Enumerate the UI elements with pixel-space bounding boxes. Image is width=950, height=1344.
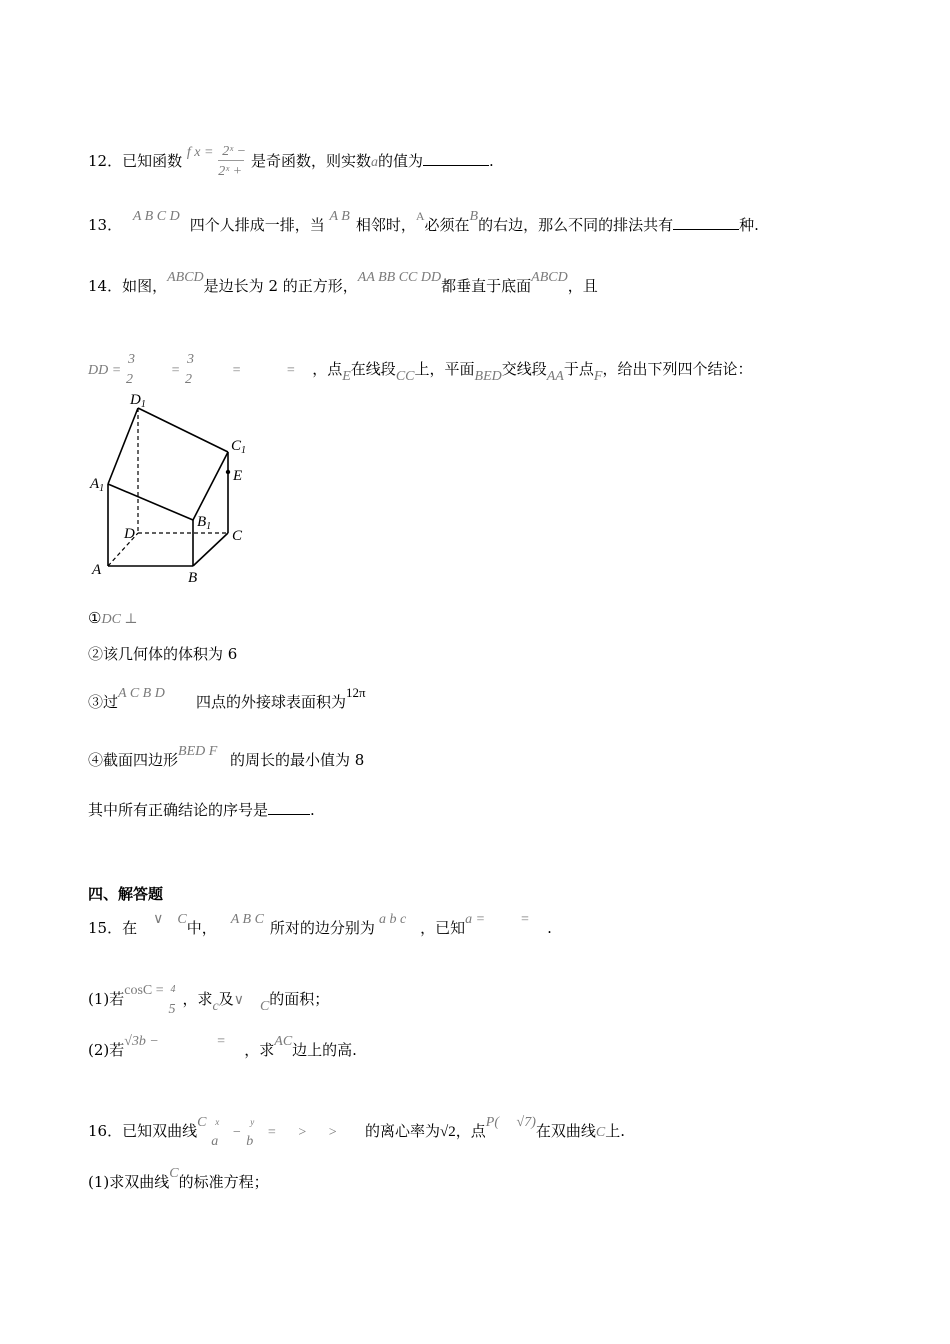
- label-d: D: [124, 526, 135, 542]
- q13-t5: 种.: [739, 216, 759, 234]
- q16-p1-text: (1)求双曲线: [88, 1173, 170, 1191]
- q15-p1-num: 4: [170, 984, 176, 995]
- q14-l2-t5: 于点: [563, 360, 594, 378]
- q15-end: .: [547, 919, 552, 937]
- q12-var: a: [371, 155, 379, 170]
- q15-p1-t2: 及: [218, 990, 234, 1008]
- q14-t2: 是边长为 2 的正方形，: [203, 277, 358, 295]
- geometry-figure: [88, 388, 268, 588]
- q15-triangle-icon: ∨: [153, 912, 164, 927]
- statement-4: [88, 744, 365, 772]
- q16-t1: 已知双曲线: [122, 1122, 198, 1140]
- q13-answer-blank[interactable]: [673, 215, 739, 230]
- q16-frac2-num: y: [250, 1117, 255, 1127]
- q15-t1: 在: [122, 919, 138, 937]
- q13-b: B: [469, 209, 479, 224]
- q14-t3: 都垂直于底面: [441, 277, 532, 295]
- q15-p2-eq: =: [216, 1034, 226, 1049]
- q16-part1: [88, 1166, 269, 1194]
- q15-p1-triangle-icon: ∨: [233, 993, 244, 1008]
- q12-lead: 已知函数: [122, 152, 183, 170]
- q15-t3: 所对的边分别为: [269, 919, 375, 937]
- q12-frac-bar: [218, 160, 244, 161]
- q14-frac2: [185, 350, 205, 390]
- q15-p1-t3: 的面积；: [269, 990, 330, 1008]
- q16-p1-tail: 的标准方程；: [178, 1173, 269, 1191]
- q14-cc: CC: [395, 369, 415, 384]
- question-14-line2: [88, 350, 752, 390]
- q13-t2: 相邻时，: [355, 216, 416, 234]
- statement-3-text: 四点的外接球表面积为: [196, 693, 347, 711]
- statement-3-math: A C B D: [118, 686, 165, 701]
- q13-a: A: [415, 209, 425, 223]
- statement-1: [88, 608, 138, 630]
- q14-conclusion: [88, 800, 315, 820]
- point-e: [226, 470, 230, 474]
- q15-given: a = =: [465, 912, 530, 927]
- q15-p1-t1: ，求: [182, 990, 213, 1008]
- statement-2-mark: ②: [88, 645, 104, 663]
- q12-number: 12．: [88, 152, 123, 170]
- label-b: B: [188, 570, 198, 586]
- q15-p1-c: c: [212, 999, 219, 1014]
- statement-1-mark: ①: [88, 609, 102, 627]
- q13-t1: 四个人排成一排，当: [189, 216, 325, 234]
- statement-1-math: DC ⊥: [101, 612, 138, 627]
- q14-aa: AA: [546, 369, 564, 384]
- q14-frac1-num: 3: [127, 352, 135, 367]
- q15-t4: ，已知: [420, 919, 466, 937]
- q12-frac-num: 2ˣ −: [222, 144, 247, 159]
- q14-frac1-den: 2: [125, 372, 133, 387]
- q16-frac1-num: x: [215, 1117, 220, 1127]
- statement-2: [88, 644, 237, 664]
- q16-sqrt2: √2: [440, 1124, 456, 1140]
- question-16: [88, 1112, 625, 1152]
- edge-b1-c1: [193, 452, 228, 520]
- q14-eq4: =: [285, 363, 296, 378]
- edge-d1-c1: [138, 408, 228, 452]
- q15-ac: AC: [274, 1034, 293, 1049]
- q14-f: F: [593, 369, 603, 384]
- label-a: A: [92, 562, 102, 578]
- q12-fx: f x =: [186, 145, 214, 160]
- q15-p2-t1: ，求: [244, 1041, 275, 1059]
- q14-frac2-num: 3: [186, 352, 194, 367]
- statement-4-text: 的周长的最小值为 8: [230, 751, 365, 769]
- statement-4-math: BED F: [178, 744, 218, 759]
- q14-frac1: [126, 350, 146, 390]
- statement-3-mark: ③: [88, 693, 104, 711]
- q15-sides: a b c: [378, 912, 407, 927]
- question-13: [88, 209, 759, 237]
- q16-minus: −: [232, 1125, 242, 1140]
- q15-c: C: [177, 912, 187, 927]
- q13-abcd: A B C D: [132, 209, 180, 224]
- q14-dd: DD =: [88, 363, 122, 378]
- q14-abcd2: ABCD: [531, 270, 568, 285]
- q16-t2: 的离心率为: [365, 1122, 441, 1140]
- q14-l2-t6: ，给出下列四个结论：: [602, 360, 753, 378]
- q14-t1: 如图，: [122, 277, 168, 295]
- q16-number: 16．: [88, 1122, 123, 1140]
- q12-fraction: [218, 142, 246, 182]
- statement-3: [88, 685, 366, 714]
- q15-abc: A B C: [230, 912, 264, 927]
- q15-p1-C: C: [259, 999, 270, 1014]
- statement-2-text: 该几何体的体积为 6: [103, 645, 238, 663]
- edge-a1-d1: [108, 408, 138, 484]
- q14-eq2: =: [170, 363, 181, 378]
- q14-l2-t2: 在线段: [350, 360, 396, 378]
- q12-tail: 是奇函数，则实数: [251, 152, 372, 170]
- q12-frac-den: 2ˣ +: [218, 164, 243, 179]
- label-c: C: [232, 528, 243, 544]
- q13-t3: 必须在: [424, 216, 470, 234]
- q15-p2-lead: (2)若: [88, 1041, 125, 1059]
- statement-3-pre: 过: [103, 693, 119, 711]
- q16-c: C: [197, 1115, 207, 1130]
- q14-number: 14．: [88, 277, 123, 295]
- q14-edges: AA BB CC DD: [357, 270, 442, 285]
- q15-p1-lead: (1)若: [88, 990, 125, 1008]
- q13-t4: 的右边，那么不同的排法共有: [478, 216, 674, 234]
- q14-abcd: ABCD: [167, 270, 204, 285]
- question-14: [88, 270, 598, 298]
- q13-ab: A B: [329, 209, 350, 224]
- q14-conclusion-text: 其中所有正确结论的序号是: [88, 801, 269, 819]
- q14-conclusion-end: .: [310, 801, 315, 819]
- q14-e: E: [342, 369, 351, 384]
- q14-l2-t4: 交线段: [501, 360, 547, 378]
- q16-p1-c: C: [169, 1166, 179, 1181]
- statement-4-pre: 截面四边形: [103, 751, 179, 769]
- q16-t5: 上.: [605, 1122, 625, 1140]
- label-b1: $B_1$: [197, 514, 212, 532]
- label-a1: $A_1$: [90, 476, 105, 494]
- q14-l2-t1: ，点: [312, 360, 343, 378]
- q13-number: 13．: [88, 216, 123, 234]
- q16-rest: = > >: [267, 1125, 338, 1140]
- q15-p2-t2: 边上的高.: [292, 1041, 357, 1059]
- question-15: [88, 912, 552, 940]
- q15-number: 15．: [88, 919, 123, 937]
- label-d1: $D_1$: [130, 392, 146, 410]
- section-heading: [88, 884, 163, 904]
- q16-frac1-den: a: [211, 1134, 219, 1149]
- label-e: E: [233, 468, 243, 484]
- q12-tail2: 的值为: [378, 152, 424, 170]
- q14-answer-blank[interactable]: [268, 800, 310, 815]
- q16-t4: 在双曲线: [535, 1122, 596, 1140]
- q14-t4: ，且: [567, 277, 598, 295]
- q12-end: .: [489, 152, 494, 170]
- section-4-title: 四、解答题: [88, 885, 164, 903]
- q15-part1: [88, 980, 329, 1020]
- edge-b-c: [193, 533, 228, 566]
- q14-bed: BED: [474, 369, 502, 384]
- q14-l2-t3: 上，平面: [414, 360, 475, 378]
- q16-frac2-den: b: [246, 1134, 254, 1149]
- q14-frac2-den: 2: [184, 372, 192, 387]
- edge-a1-b1: [108, 484, 193, 520]
- q15-p1-frac: [168, 980, 182, 1020]
- statement-4-mark: ④: [88, 751, 104, 769]
- q16-frac2: [246, 1112, 262, 1152]
- statement-3-value: 12π: [346, 685, 366, 700]
- q16-c2: C: [595, 1125, 606, 1140]
- q16-frac1: [211, 1112, 227, 1152]
- q12-answer-blank[interactable]: [423, 151, 489, 166]
- q16-p: P( √7): [485, 1115, 536, 1130]
- q15-p1-den: 5: [168, 1002, 176, 1017]
- q16-t3: ，点: [455, 1122, 486, 1140]
- q15-p2-expr: √3b −: [124, 1034, 159, 1049]
- q15-cos: cosC =: [124, 983, 164, 998]
- q15-t2: 中，: [186, 919, 217, 937]
- label-c1: $C_1$: [231, 438, 247, 456]
- q14-eq3: =: [231, 363, 242, 378]
- q15-part2: [88, 1034, 357, 1062]
- question-12: [88, 142, 494, 182]
